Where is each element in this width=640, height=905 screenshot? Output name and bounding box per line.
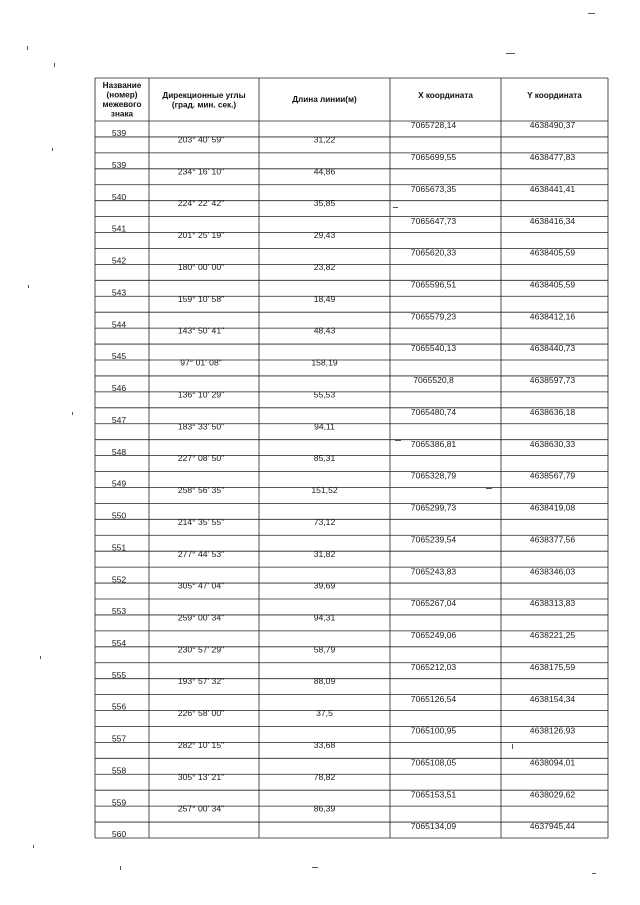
direction-angle: 305° 13' 21" [177, 771, 225, 782]
x-coordinate: 7065728,14 [410, 120, 457, 131]
direction-angle: 277° 44' 53" [177, 548, 225, 559]
line-length: 86,39 [313, 803, 336, 814]
scan-speck [27, 46, 28, 50]
direction-angle: 193° 57' 32" [177, 676, 225, 687]
point-name: 544 [111, 319, 127, 330]
y-coordinate: 4638405,59 [529, 279, 576, 290]
x-coordinate: 7065386,81 [410, 438, 457, 449]
x-coordinate: 7065108,05 [410, 757, 457, 768]
line-length: 33,68 [313, 739, 336, 750]
scan-speck [52, 148, 53, 151]
point-name: 556 [111, 701, 127, 712]
scan-speck [512, 744, 513, 749]
direction-angle: 214° 35' 55" [177, 516, 225, 527]
x-coordinate: 7065249,06 [410, 630, 457, 641]
y-coordinate: 4638490,37 [529, 120, 576, 131]
x-coordinate: 7065328,79 [410, 470, 457, 481]
scan-speck [28, 285, 29, 288]
direction-angle: 257° 00' 34" [177, 803, 225, 814]
header-point-name: (номер) [106, 90, 138, 100]
point-name: 559 [111, 797, 127, 808]
direction-angle: 234° 16' 10" [177, 166, 225, 177]
x-coordinate: 7065520,8 [413, 375, 454, 386]
y-coordinate: 4637945,44 [529, 821, 576, 832]
line-length: 78,82 [313, 771, 336, 782]
x-coordinate: 7065596,51 [410, 279, 457, 290]
y-coordinate: 4638029,62 [529, 789, 576, 800]
header-x-coordinate: X координата [418, 91, 473, 100]
line-length: 39,69 [313, 580, 336, 591]
line-length: 158,19 [311, 357, 338, 368]
direction-angle: 136° 10' 29" [177, 389, 225, 400]
header-point-name: Название [102, 81, 142, 90]
line-length: 73,12 [313, 516, 336, 527]
point-name: 560 [111, 829, 127, 840]
x-coordinate: 7065100,95 [410, 725, 457, 736]
direction-angle: 180° 00' 00" [177, 261, 225, 272]
x-coordinate: 7065299,73 [410, 502, 457, 513]
line-length: 94,11 [314, 421, 335, 432]
y-coordinate: 4638440,73 [529, 343, 576, 354]
line-length: 18,49 [313, 293, 336, 304]
x-coordinate: 7065647,73 [410, 215, 457, 226]
y-coordinate: 4638412,16 [529, 311, 576, 322]
point-name: 555 [111, 669, 127, 680]
x-coordinate: 7065243,83 [410, 566, 457, 577]
point-name: 543 [111, 287, 127, 298]
direction-angle: 227° 08' 50" [177, 453, 225, 464]
table-body [112, 120, 576, 839]
y-coordinate: 4638405,59 [529, 247, 576, 258]
point-name: 539 [111, 160, 127, 171]
point-name: 540 [111, 191, 127, 202]
line-length: 31,22 [313, 134, 336, 145]
y-coordinate: 4638477,83 [529, 152, 576, 163]
direction-angle: 226° 58' 00" [177, 708, 225, 719]
line-length: 35,85 [313, 198, 336, 209]
line-length: 151,52 [311, 485, 338, 496]
x-coordinate: 7065540,13 [410, 343, 457, 354]
line-length: 44,86 [313, 166, 336, 177]
point-name: 554 [111, 638, 127, 649]
point-name: 547 [111, 414, 127, 425]
header-point-name: знака [110, 109, 134, 119]
y-coordinate: 4638419,08 [529, 502, 576, 513]
direction-angle: 159° 10' 58" [177, 293, 225, 304]
direction-angle: 97° 01' 08" [180, 357, 222, 368]
direction-angle: 224° 22' 42" [177, 198, 225, 209]
x-coordinate: 7065480,74 [410, 406, 457, 417]
point-name: 542 [111, 255, 127, 266]
scan-speck [395, 440, 401, 441]
scan-speck [506, 53, 515, 54]
point-name: 549 [111, 478, 127, 489]
line-length: 37,5 [316, 708, 333, 719]
scan-speck [312, 867, 318, 868]
line-length: 58,79 [313, 644, 336, 655]
y-coordinate: 4638346,03 [529, 566, 576, 577]
scan-speck [592, 873, 596, 874]
direction-angle: 203° 40' 59" [177, 134, 225, 145]
direction-angle: 201° 25' 19" [177, 230, 225, 241]
point-name: 552 [111, 574, 127, 585]
x-coordinate: 7065673,35 [410, 183, 457, 194]
y-coordinate: 4638221,25 [529, 630, 576, 641]
y-coordinate: 4638597,73 [529, 375, 576, 386]
scan-speck [486, 488, 492, 489]
x-coordinate: 7065239,54 [410, 534, 457, 545]
point-name: 539 [111, 128, 127, 139]
point-name: 558 [111, 765, 127, 776]
y-coordinate: 4638377,56 [529, 534, 576, 545]
line-length: 31,82 [313, 548, 336, 559]
scan-speck [54, 63, 55, 67]
line-length: 55,53 [313, 389, 336, 400]
point-name: 557 [111, 733, 127, 744]
point-name: 545 [111, 351, 127, 362]
y-coordinate: 4638416,34 [529, 215, 576, 226]
direction-angle: 282° 10' 15" [177, 739, 225, 750]
direction-angle: 258° 56' 35" [177, 485, 225, 496]
header-direction-angle: Дирекционные углы [162, 91, 246, 100]
y-coordinate: 4638154,34 [529, 693, 576, 704]
y-coordinate: 4638126,93 [529, 725, 576, 736]
line-length: 29,43 [313, 230, 336, 241]
point-name: 551 [111, 542, 127, 553]
x-coordinate: 7065153,51 [410, 789, 457, 800]
line-length: 48,43 [313, 325, 336, 336]
scan-speck [72, 412, 73, 415]
point-name: 541 [111, 223, 127, 234]
x-coordinate: 7065699,55 [410, 152, 457, 163]
line-length: 23,82 [313, 261, 336, 272]
scan-speck [393, 207, 398, 208]
line-length: 88,09 [313, 676, 336, 687]
header-point-name: межевого [102, 100, 142, 109]
line-length: 85,31 [313, 453, 336, 464]
y-coordinate: 4638175,59 [529, 661, 576, 672]
line-length: 94,31 [313, 612, 336, 623]
point-name: 546 [111, 383, 127, 394]
x-coordinate: 7065126,54 [410, 693, 457, 704]
scan-speck [40, 656, 41, 659]
y-coordinate: 4638441,41 [529, 183, 576, 194]
point-name: 550 [111, 510, 127, 521]
x-coordinate: 7065267,04 [410, 598, 457, 609]
direction-angle: 305° 47' 04" [177, 580, 225, 591]
x-coordinate: 7065212,03 [410, 661, 457, 672]
point-name: 553 [111, 606, 127, 617]
scan-speck [33, 845, 34, 848]
direction-angle: 143° 50' 41" [177, 325, 225, 336]
x-coordinate: 7065579,23 [410, 311, 457, 322]
x-coordinate: 7065620,33 [410, 247, 457, 258]
table-header [103, 81, 583, 119]
header-y-coordinate: Y координата [527, 91, 582, 100]
point-name: 548 [111, 446, 127, 457]
scan-speck [588, 13, 595, 14]
y-coordinate: 4638636,18 [529, 406, 576, 417]
y-coordinate: 4638094,01 [529, 757, 576, 768]
x-coordinate: 7065134,09 [410, 821, 457, 832]
header-direction-angle: (град. мин. сек.) [171, 100, 237, 110]
y-coordinate: 4638313,83 [529, 598, 576, 609]
y-coordinate: 4638567,79 [529, 470, 576, 481]
direction-angle: 183° 33' 50" [177, 421, 225, 432]
header-line-length: Длина линии(м) [292, 95, 357, 104]
direction-angle: 259° 00' 34" [177, 612, 225, 623]
y-coordinate: 4638630,33 [529, 438, 576, 449]
scan-speck [120, 866, 121, 870]
direction-angle: 230° 57' 29" [177, 644, 225, 655]
